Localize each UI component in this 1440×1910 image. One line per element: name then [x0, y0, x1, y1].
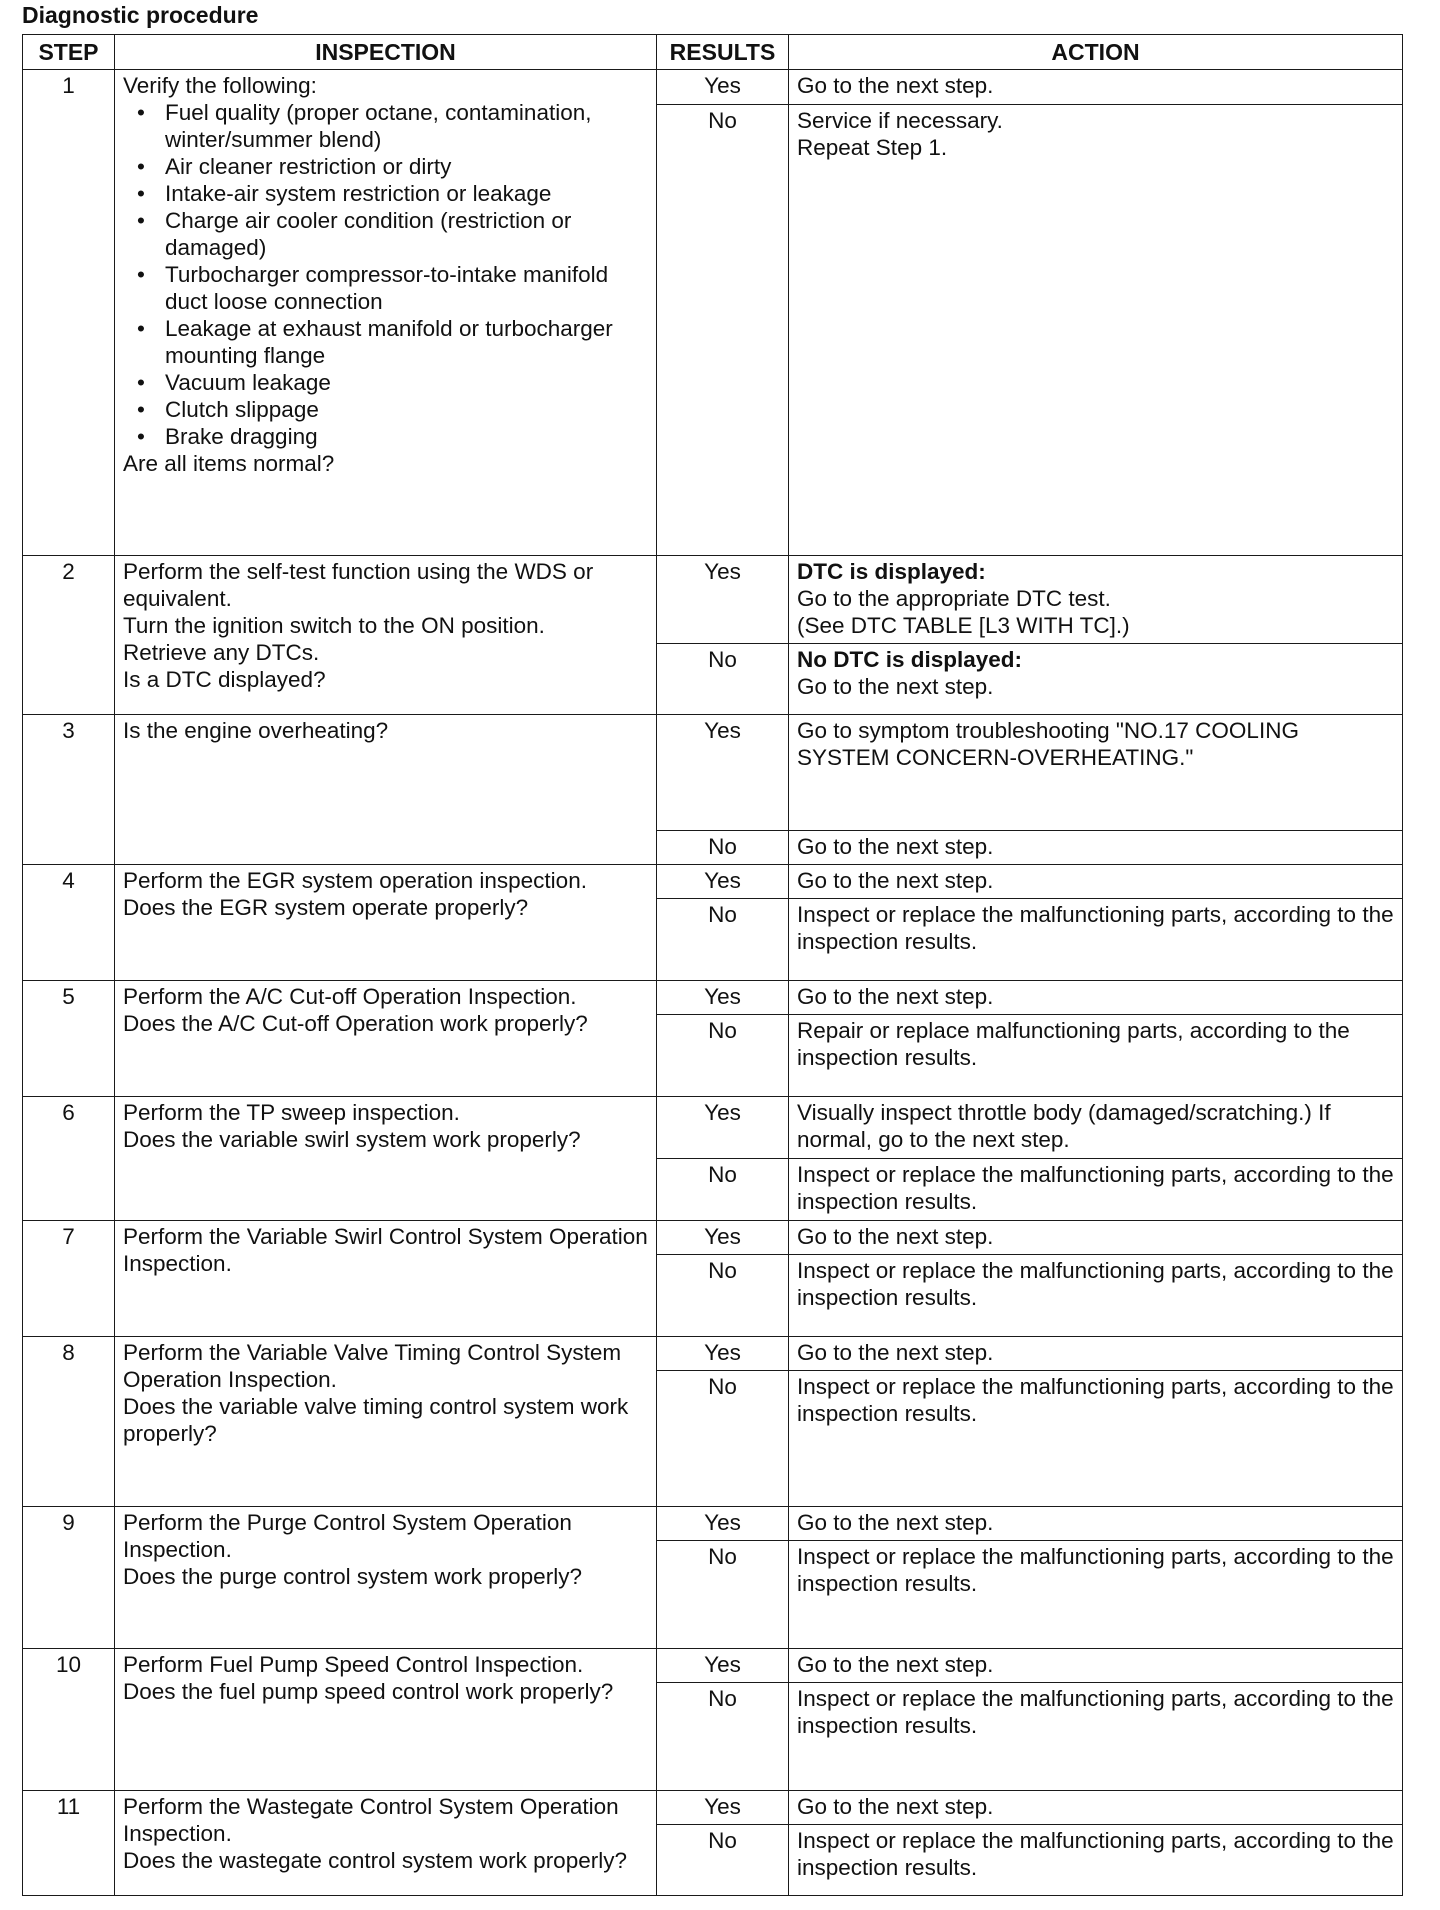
action-no: Inspect or replace the malfunctioning parts, according to the inspection results.	[789, 1255, 1403, 1337]
list-item: • Turbocharger compressor-to-intake manifold duct loose connection	[123, 261, 648, 315]
action-line: Go to the next step.	[797, 674, 994, 700]
action-heading: No DTC is displayed:	[797, 647, 1023, 673]
header-row	[23, 35, 1403, 70]
inspection-cell	[115, 865, 657, 981]
step-number: 1	[23, 70, 115, 556]
inspection-cell	[115, 715, 657, 865]
inspection-cell	[115, 556, 657, 715]
result-no: No	[657, 1541, 789, 1649]
result-no: No	[657, 1159, 789, 1221]
inspection-line: Perform the A/C Cut-off Operation Inspection.	[123, 984, 577, 1010]
inspection-line: Is the engine overheating?	[123, 718, 389, 744]
inspection-cell	[115, 1097, 657, 1221]
action-no: Inspect or replace the malfunctioning parts, according to the inspection results.	[789, 899, 1403, 981]
inspection-line: Does the EGR system operate properly?	[123, 895, 529, 921]
step-number: 10	[23, 1649, 115, 1791]
action-line: (See DTC TABLE [L3 WITH TC].)	[797, 613, 1130, 639]
list-item: • Intake-air system restriction or leakage	[123, 180, 648, 207]
table-row	[23, 70, 1403, 105]
result-yes: Yes	[657, 1649, 789, 1683]
action-line: Repeat Step 1.	[797, 135, 948, 160]
inspection-line: Does the purge control system work properly?	[123, 1564, 582, 1590]
step-number: 4	[23, 865, 115, 981]
action-yes: Go to the next step.	[789, 70, 1403, 105]
step-number: 9	[23, 1507, 115, 1649]
inspection-line: Perform the Wastegate Control System Operation Inspection.	[123, 1794, 619, 1847]
action-yes	[789, 556, 1403, 644]
result-no: No	[657, 1825, 789, 1896]
inspection-question: Are all items normal?	[123, 451, 335, 476]
list-item: • Brake dragging	[123, 423, 648, 450]
inspection-intro: Verify the following:	[123, 73, 317, 98]
table-row	[23, 865, 1403, 899]
result-yes: Yes	[657, 1097, 789, 1159]
list-item: • Leakage at exhaust manifold or turbocharger mounting flange	[123, 315, 648, 369]
inspection-line: Does the fuel pump speed control work properly?	[123, 1679, 614, 1705]
inspection-bullet-list	[123, 99, 648, 450]
result-yes: Yes	[657, 981, 789, 1015]
inspection-cell	[115, 1649, 657, 1791]
list-item: • Vacuum leakage	[123, 369, 648, 396]
result-yes: Yes	[657, 1507, 789, 1541]
action-yes: Go to the next step.	[789, 1221, 1403, 1255]
step-number: 7	[23, 1221, 115, 1337]
inspection-line: Does the A/C Cut-off Operation work properly?	[123, 1011, 588, 1037]
table-row	[23, 556, 1403, 644]
header-inspection: INSPECTION	[115, 35, 657, 70]
list-item: • Fuel quality (proper octane, contamination, winter/summer blend)	[123, 99, 648, 153]
inspection-cell	[115, 1507, 657, 1649]
result-no: No	[657, 105, 789, 556]
table-row	[23, 1649, 1403, 1683]
step-number: 8	[23, 1337, 115, 1507]
step-number: 3	[23, 715, 115, 865]
inspection-line: Does the variable swirl system work properly?	[123, 1127, 581, 1153]
action-no: Go to the next step.	[789, 831, 1403, 865]
action-no: Inspect or replace the malfunctioning parts, according to the inspection results.	[789, 1683, 1403, 1791]
list-item: • Charge air cooler condition (restriction or damaged)	[123, 207, 648, 261]
inspection-line: Perform the self-test function using the WDS or equivalent.	[123, 559, 594, 612]
result-no: No	[657, 1683, 789, 1791]
action-no: Inspect or replace the malfunctioning parts, according to the inspection results.	[789, 1159, 1403, 1221]
step-number: 11	[23, 1791, 115, 1896]
header-results: RESULTS	[657, 35, 789, 70]
inspection-line: Turn the ignition switch to the ON position.	[123, 613, 545, 639]
step-number: 6	[23, 1097, 115, 1221]
list-item: • Clutch slippage	[123, 396, 648, 423]
list-item: • Air cleaner restriction or dirty	[123, 153, 648, 180]
inspection-line: Perform the Variable Swirl Control System Operation Inspection.	[123, 1224, 648, 1277]
result-no: No	[657, 1015, 789, 1097]
step-number: 2	[23, 556, 115, 715]
result-yes: Yes	[657, 556, 789, 644]
header-action: ACTION	[789, 35, 1403, 70]
action-yes: Go to the next step.	[789, 865, 1403, 899]
table-row	[23, 1221, 1403, 1255]
result-yes: Yes	[657, 715, 789, 831]
action-yes: Go to symptom troubleshooting "NO.17 COOLING SYSTEM CONCERN-OVERHEATING."	[789, 715, 1403, 831]
inspection-cell	[115, 1791, 657, 1896]
result-no: No	[657, 831, 789, 865]
diagnostic-table	[22, 34, 1403, 1896]
action-line: Service if necessary.	[797, 108, 1003, 133]
action-yes: Visually inspect throttle body (damaged/scratching.) If normal, go to the next step.	[789, 1097, 1403, 1159]
inspection-line: Perform the EGR system operation inspection.	[123, 868, 587, 894]
inspection-line: Does the wastegate control system work properly?	[123, 1848, 627, 1874]
table-row	[23, 715, 1403, 831]
page-title: Diagnostic procedure	[22, 2, 259, 28]
inspection-cell	[115, 70, 657, 556]
result-yes: Yes	[657, 865, 789, 899]
action-yes: Go to the next step.	[789, 1507, 1403, 1541]
action-yes: Go to the next step.	[789, 981, 1403, 1015]
inspection-cell	[115, 1221, 657, 1337]
action-no: Inspect or replace the malfunctioning parts, according to the inspection results.	[789, 1371, 1403, 1507]
action-no: Inspect or replace the malfunctioning parts, according to the inspection results.	[789, 1541, 1403, 1649]
inspection-line: Is a DTC displayed?	[123, 667, 326, 693]
inspection-line: Retrieve any DTCs.	[123, 640, 320, 666]
inspection-line: Does the variable valve timing control system work properly?	[123, 1394, 629, 1447]
action-no: Inspect or replace the malfunctioning parts, according to the inspection results.	[789, 1825, 1403, 1896]
inspection-line: Perform the Variable Valve Timing Control System Operation Inspection.	[123, 1340, 622, 1393]
inspection-line: Perform the TP sweep inspection.	[123, 1100, 460, 1126]
action-yes: Go to the next step.	[789, 1791, 1403, 1825]
result-yes: Yes	[657, 1791, 789, 1825]
inspection-line: Perform Fuel Pump Speed Control Inspection.	[123, 1652, 584, 1678]
action-yes: Go to the next step.	[789, 1337, 1403, 1371]
result-yes: Yes	[657, 70, 789, 105]
result-no: No	[657, 1371, 789, 1507]
result-no: No	[657, 644, 789, 715]
action-heading: DTC is displayed:	[797, 559, 986, 585]
table-row	[23, 981, 1403, 1015]
table-row	[23, 1507, 1403, 1541]
inspection-line: Perform the Purge Control System Operation Inspection.	[123, 1510, 572, 1563]
action-no: Repair or replace malfunctioning parts, according to the inspection results.	[789, 1015, 1403, 1097]
result-yes: Yes	[657, 1221, 789, 1255]
action-no	[789, 644, 1403, 715]
action-no	[789, 105, 1403, 556]
result-no: No	[657, 899, 789, 981]
table-row	[23, 1337, 1403, 1371]
table-row	[23, 1097, 1403, 1159]
header-step: STEP	[23, 35, 115, 70]
table-row	[23, 1791, 1403, 1825]
result-no: No	[657, 1255, 789, 1337]
result-yes: Yes	[657, 1337, 789, 1371]
step-number: 5	[23, 981, 115, 1097]
inspection-cell	[115, 981, 657, 1097]
action-line: Go to the appropriate DTC test.	[797, 586, 1111, 612]
inspection-cell	[115, 1337, 657, 1507]
action-yes: Go to the next step.	[789, 1649, 1403, 1683]
